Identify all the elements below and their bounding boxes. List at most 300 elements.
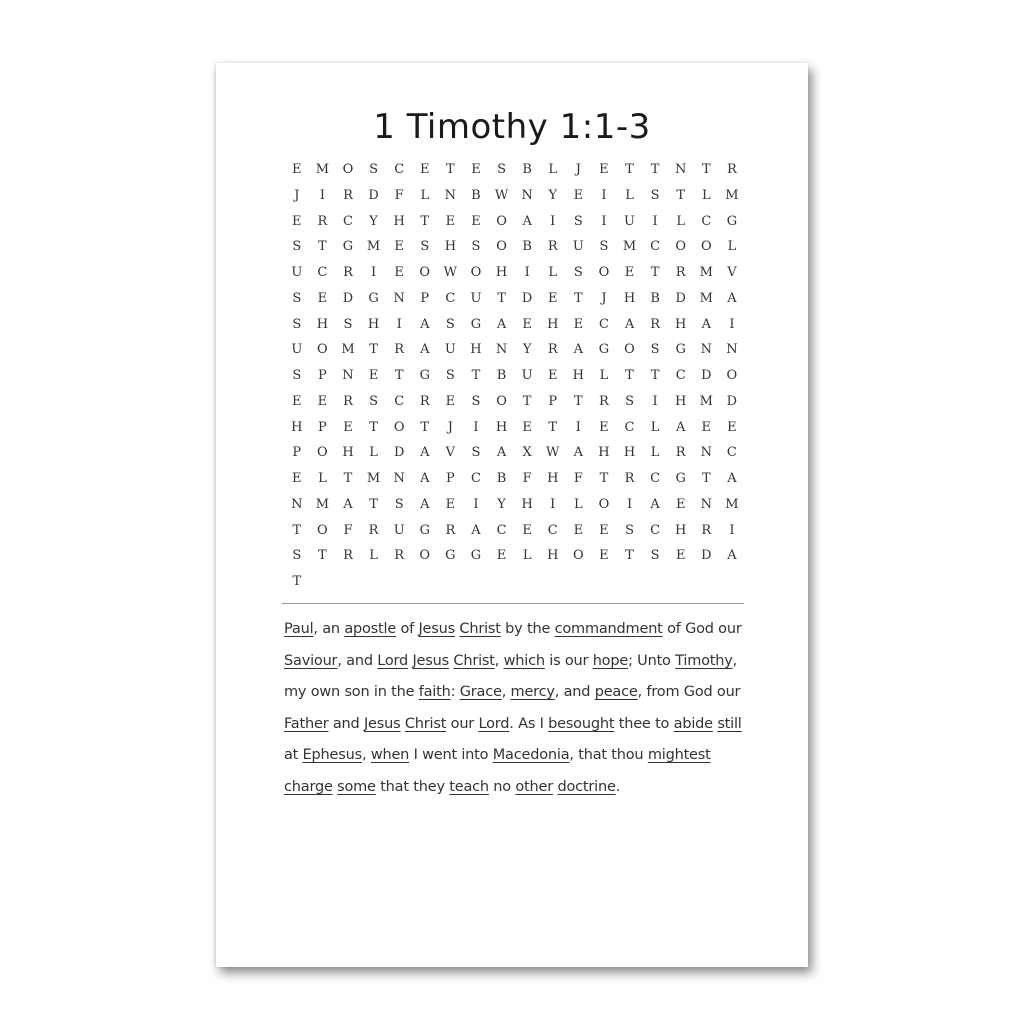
grid-letter: R	[317, 213, 328, 229]
grid-letter: R	[343, 187, 353, 203]
grid-letter: T	[343, 471, 353, 486]
search-word: abide	[673, 715, 713, 732]
grid-letter: T	[701, 471, 711, 486]
grid-letter: T	[676, 187, 686, 203]
grid-letter: W	[443, 265, 458, 280]
grid-letter: E	[343, 419, 353, 435]
grid-letter: N	[342, 368, 354, 383]
grid-letter: E	[368, 368, 379, 383]
grid-letter: S	[292, 548, 302, 564]
grid-letter: F	[394, 187, 404, 203]
grid-letter: S	[471, 239, 481, 255]
grid-letter: I	[473, 496, 479, 512]
grid-letter: R	[726, 162, 737, 177]
grid-letter: B	[522, 162, 532, 177]
grid-letter: U	[393, 522, 405, 538]
search-word: Jesus	[418, 621, 455, 637]
grid-letter: G	[675, 471, 686, 486]
grid-letter: H	[444, 239, 457, 255]
grid-letter: D	[701, 548, 712, 564]
grid-letter: S	[573, 265, 583, 280]
verse-text-segment: . As I	[509, 715, 549, 732]
grid-letter: M	[699, 290, 713, 306]
grid-letter: T	[471, 368, 481, 383]
grid-letter: E	[471, 162, 481, 177]
search-word: Lord	[377, 652, 409, 669]
grid-letter: B	[650, 290, 660, 306]
grid-letter: S	[573, 213, 583, 229]
grid-letter: G	[470, 316, 482, 332]
search-word: mercy	[510, 684, 555, 701]
grid-letter: U	[470, 290, 482, 306]
grid-letter: J	[447, 419, 453, 435]
grid-letter: E	[445, 393, 456, 409]
divider	[282, 603, 744, 604]
grid-letter: N	[291, 496, 303, 512]
grid-letter: D	[368, 187, 379, 203]
grid-letter: H	[316, 316, 329, 332]
grid-letter: R	[547, 239, 558, 255]
grid-letter: T	[369, 419, 378, 435]
grid-letter: C	[394, 162, 405, 177]
grid-letter: T	[292, 574, 302, 589]
grid-letter: A	[420, 342, 430, 358]
grid-letter: S	[599, 239, 609, 255]
verse-text-segment: thee to	[614, 715, 674, 732]
search-word: faith	[418, 684, 451, 701]
grid-letter: H	[675, 316, 687, 332]
grid-letter: U	[291, 265, 303, 280]
grid-letter: S	[497, 162, 506, 177]
grid-letter: M	[699, 393, 713, 409]
search-word: other	[515, 778, 554, 795]
grid-letter: N	[700, 496, 712, 512]
verse-text-segment: , from God our	[637, 684, 741, 701]
grid-letter: I	[626, 496, 633, 512]
verse-text-segment: of	[396, 621, 419, 637]
grid-letter: E	[317, 290, 328, 306]
grid-letter: T	[701, 162, 711, 177]
verse-text-segment: of God our	[662, 621, 742, 637]
grid-letter: I	[396, 316, 402, 332]
grid-letter: N	[393, 290, 405, 306]
grid-letter: G	[675, 342, 686, 358]
grid-letter: E	[445, 213, 456, 229]
grid-letter: I	[601, 187, 607, 203]
grid-letter: F	[573, 471, 583, 486]
grid-letter: L	[369, 445, 378, 461]
search-word: Christ	[459, 621, 501, 637]
grid-letter: L	[727, 239, 737, 255]
grid-letter: I	[652, 393, 658, 409]
grid-letter: I	[319, 187, 325, 203]
grid-letter: N	[700, 445, 712, 461]
grid-letter: E	[292, 213, 302, 229]
grid-letter: S	[292, 239, 302, 255]
grid-letter: T	[420, 213, 430, 229]
grid-letter: A	[727, 548, 737, 564]
grid-letter: L	[650, 445, 660, 461]
grid-letter: P	[318, 368, 327, 383]
grid-letter: E	[292, 471, 302, 486]
grid-letter: E	[547, 368, 558, 383]
grid-letter: S	[650, 187, 660, 203]
search-word: apostle	[344, 621, 397, 637]
grid-letter: E	[599, 548, 609, 564]
verse-text-segment: is our	[544, 652, 593, 669]
grid-letter: C	[445, 290, 456, 306]
grid-letter: H	[547, 548, 559, 564]
search-word: teach	[449, 778, 489, 795]
grid-letter: G	[470, 548, 482, 564]
grid-letter: R	[547, 342, 558, 358]
grid-letter: O	[317, 522, 328, 538]
grid-letter: O	[496, 239, 507, 255]
grid-letter: O	[726, 368, 738, 383]
grid-letter: C	[726, 445, 737, 461]
grid-letter: A	[343, 496, 353, 512]
grid-letter: T	[497, 290, 506, 306]
grid-letter: H	[675, 393, 687, 409]
grid-letter: A	[420, 471, 430, 486]
grid-letter: A	[727, 471, 737, 486]
grid-letter: T	[394, 368, 404, 383]
grid-letter: P	[420, 290, 430, 306]
grid-letter: U	[624, 213, 635, 229]
grid-letter: D	[701, 368, 712, 383]
grid-letter: H	[393, 213, 405, 229]
grid-letter: G	[598, 342, 610, 358]
grid-letter: L	[650, 419, 660, 435]
verse-text-segment: , my own son in the	[284, 652, 738, 701]
verse-text-segment: by the	[500, 621, 555, 637]
grid-letter: M	[622, 239, 637, 255]
grid-letter: S	[625, 522, 634, 538]
grid-letter: S	[369, 162, 379, 177]
search-word: when	[370, 747, 410, 764]
verse-text-segment: no	[488, 778, 516, 795]
grid-letter: A	[471, 522, 481, 538]
grid-letter: P	[292, 445, 302, 461]
grid-letter: Y	[369, 213, 378, 229]
grid-letter: H	[623, 290, 636, 306]
grid-letter: C	[394, 393, 405, 409]
grid-letter: E	[573, 522, 584, 538]
grid-letter: L	[676, 213, 686, 229]
grid-letter: O	[317, 342, 328, 358]
verse-text-segment: at	[284, 747, 303, 764]
grid-letter: E	[547, 290, 558, 306]
grid-letter: S	[625, 393, 634, 409]
grid-letter: E	[675, 548, 686, 564]
grid-letter: E	[317, 393, 328, 409]
grid-letter: O	[675, 239, 687, 255]
grid-letter: I	[601, 213, 607, 229]
grid-letter: S	[292, 368, 302, 383]
grid-letter: T	[625, 548, 634, 564]
grid-letter: R	[599, 393, 609, 409]
grid-letter: E	[675, 496, 686, 512]
search-word: Christ	[453, 652, 495, 669]
grid-letter: C	[624, 419, 635, 435]
grid-letter: E	[394, 265, 404, 280]
search-word: commandment	[554, 621, 663, 637]
grid-letter: W	[494, 187, 509, 203]
grid-letter: A	[420, 496, 430, 512]
search-word: Lord	[478, 715, 510, 732]
grid-letter: A	[496, 445, 507, 461]
verse-text-segment: , and	[554, 684, 595, 701]
grid-letter: A	[701, 316, 711, 332]
search-word: charge	[284, 778, 333, 795]
grid-letter: Y	[522, 342, 532, 358]
grid-letter: S	[471, 445, 481, 461]
grid-letter: O	[598, 265, 610, 280]
grid-letter: E	[471, 213, 481, 229]
grid-letter: A	[420, 445, 430, 461]
grid-letter: I	[550, 496, 556, 512]
grid-letter: E	[420, 162, 430, 177]
grid-letter: P	[548, 393, 558, 409]
grid-letter: C	[343, 213, 353, 229]
grid-letter: L	[599, 368, 609, 383]
grid-letter: M	[366, 239, 381, 255]
grid-letter: O	[419, 548, 431, 564]
grid-letter: C	[701, 213, 712, 229]
grid-letter: B	[496, 368, 507, 383]
grid-letter: I	[371, 265, 377, 280]
grid-letter: E	[522, 522, 532, 538]
grid-letter: B	[522, 239, 532, 255]
verse-text-segment: and	[328, 715, 364, 732]
grid-letter: C	[547, 522, 558, 538]
grid-letter: D	[393, 445, 405, 461]
grid-letter: A	[727, 290, 737, 306]
grid-letter: O	[572, 548, 584, 564]
grid-letter: G	[342, 239, 354, 255]
grid-letter: E	[496, 548, 507, 564]
grid-letter: V	[727, 265, 737, 280]
grid-letter: C	[675, 368, 686, 383]
grid-letter: T	[573, 393, 583, 409]
search-word: Paul	[284, 621, 314, 637]
grid-letter: H	[598, 445, 610, 461]
grid-letter: G	[368, 290, 379, 306]
grid-letter: S	[369, 393, 379, 409]
grid-letter: L	[420, 187, 430, 203]
grid-letter: O	[317, 445, 328, 461]
grid-letter: G	[419, 368, 430, 383]
verse-text-segment: :	[450, 684, 460, 701]
search-word: Jesus	[412, 652, 449, 669]
grid-letter: A	[522, 213, 532, 229]
grid-letter: S	[445, 316, 455, 332]
search-word: Father	[284, 715, 329, 732]
grid-letter: H	[521, 496, 533, 512]
grid-letter: S	[650, 342, 660, 358]
grid-letter: U	[444, 342, 456, 358]
grid-letter: E	[522, 316, 532, 332]
grid-letter: V	[445, 445, 456, 461]
grid-letter: E	[394, 239, 404, 255]
grid-letter: D	[521, 290, 533, 306]
grid-letter: R	[368, 522, 379, 538]
grid-letter: C	[470, 471, 481, 486]
grid-letter: T	[625, 368, 634, 383]
grid-letter: R	[675, 265, 686, 280]
grid-letter: I	[550, 213, 556, 229]
grid-letter: O	[470, 265, 482, 280]
scripture-passage	[284, 614, 754, 804]
grid-letter: H	[547, 471, 559, 486]
grid-letter: H	[623, 445, 636, 461]
search-word: Grace	[459, 684, 502, 701]
grid-letter: E	[599, 419, 609, 435]
grid-letter: M	[725, 496, 739, 512]
grid-letter: A	[573, 445, 584, 461]
grid-letter: T	[446, 162, 455, 177]
grid-letter: S	[343, 316, 353, 332]
verse-text-segment: , an	[313, 621, 345, 637]
grid-letter: P	[318, 419, 327, 435]
page-title: 1 Timothy 1:1-3	[373, 107, 651, 147]
grid-letter: I	[729, 316, 735, 332]
verse-text-segment: ,	[361, 747, 371, 764]
grid-letter: M	[315, 496, 330, 512]
grid-letter: A	[496, 316, 507, 332]
grid-letter: C	[598, 316, 609, 332]
grid-letter: A	[624, 316, 635, 332]
grid-letter: X	[522, 445, 532, 461]
grid-letter: R	[445, 522, 456, 538]
grid-letter: H	[495, 419, 508, 435]
grid-letter: F	[343, 522, 353, 538]
grid-letter: H	[495, 265, 508, 280]
grid-letter: L	[522, 548, 532, 564]
grid-letter: R	[624, 471, 635, 486]
verse-text-segment: ,	[501, 684, 511, 701]
grid-letter: R	[343, 393, 353, 409]
grid-letter: S	[292, 316, 302, 332]
grid-letter: J	[601, 290, 607, 306]
grid-letter: C	[496, 522, 507, 538]
grid-letter: T	[650, 368, 660, 383]
grid-letter: T	[369, 342, 378, 358]
grid-letter: Y	[497, 496, 506, 512]
grid-letter: I	[524, 265, 530, 280]
verse-text-segment: our	[446, 715, 479, 732]
grid-letter: M	[341, 342, 355, 358]
grid-letter: N	[393, 471, 405, 486]
search-word: Ephesus	[302, 747, 362, 764]
grid-letter: H	[367, 316, 380, 332]
grid-letter: S	[394, 496, 404, 512]
search-word: doctrine	[557, 778, 616, 795]
grid-letter: R	[419, 393, 430, 409]
grid-letter: N	[444, 187, 457, 203]
search-word: Christ	[404, 715, 447, 732]
grid-letter: E	[727, 419, 737, 435]
grid-letter: T	[548, 419, 558, 435]
grid-letter: G	[445, 548, 456, 564]
grid-letter: O	[496, 213, 507, 229]
grid-letter: M	[699, 265, 713, 280]
grid-letter: C	[317, 265, 328, 280]
grid-letter: F	[522, 471, 532, 486]
verse-text-segment: ,	[494, 652, 504, 669]
grid-letter: L	[318, 471, 327, 486]
search-word: Timothy	[675, 652, 733, 669]
grid-letter: M	[366, 471, 381, 486]
grid-letter: E	[522, 419, 532, 435]
grid-letter: H	[342, 445, 354, 461]
grid-letter: I	[575, 419, 581, 435]
grid-letter: A	[573, 342, 584, 358]
grid-letter: T	[420, 419, 430, 435]
grid-letter: I	[473, 419, 479, 435]
grid-letter: T	[625, 162, 634, 177]
grid-letter: I	[729, 522, 735, 538]
grid-letter: T	[292, 522, 302, 538]
grid-letter: T	[573, 290, 583, 306]
verse-text-segment: , that thou	[569, 747, 648, 764]
grid-letter: T	[318, 548, 327, 564]
grid-letter: R	[394, 342, 405, 358]
grid-letter: O	[342, 162, 354, 177]
grid-letter: L	[574, 496, 583, 512]
grid-letter: L	[548, 265, 558, 280]
grid-letter: G	[419, 522, 430, 538]
grid-letter: M	[725, 187, 739, 203]
grid-letter: E	[292, 162, 302, 177]
grid-letter: L	[701, 187, 711, 203]
grid-letter: R	[394, 548, 405, 564]
grid-letter: A	[650, 496, 660, 512]
search-word: Saviour	[284, 652, 338, 669]
grid-letter: R	[675, 445, 686, 461]
grid-letter: S	[445, 368, 455, 383]
grid-letter: T	[650, 265, 660, 280]
grid-letter: O	[393, 419, 405, 435]
grid-letter: S	[471, 393, 481, 409]
grid-letter: B	[496, 471, 507, 486]
grid-letter: M	[315, 162, 330, 177]
grid-letter: U	[291, 342, 303, 358]
grid-letter: H	[547, 316, 559, 332]
grid-letter: N	[726, 342, 738, 358]
grid-letter: D	[342, 290, 354, 306]
grid-letter: I	[652, 213, 658, 229]
grid-letter: H	[675, 522, 687, 538]
grid-letter: N	[700, 342, 712, 358]
verse-text-segment: that they	[375, 778, 450, 795]
grid-letter: S	[650, 548, 660, 564]
grid-letter: E	[445, 496, 456, 512]
grid-letter: L	[625, 187, 634, 203]
grid-letter: D	[675, 290, 686, 306]
search-word: some	[337, 778, 376, 795]
worksheet-page	[216, 63, 808, 967]
search-word: Jesus	[363, 715, 401, 732]
grid-letter: Y	[548, 187, 558, 203]
verse-text-segment: I went into	[409, 747, 493, 764]
search-word: still	[717, 715, 742, 732]
grid-letter: J	[575, 162, 581, 177]
grid-letter: E	[292, 393, 302, 409]
grid-letter: H	[470, 342, 482, 358]
grid-letter: N	[675, 162, 687, 177]
grid-letter: L	[369, 548, 378, 564]
